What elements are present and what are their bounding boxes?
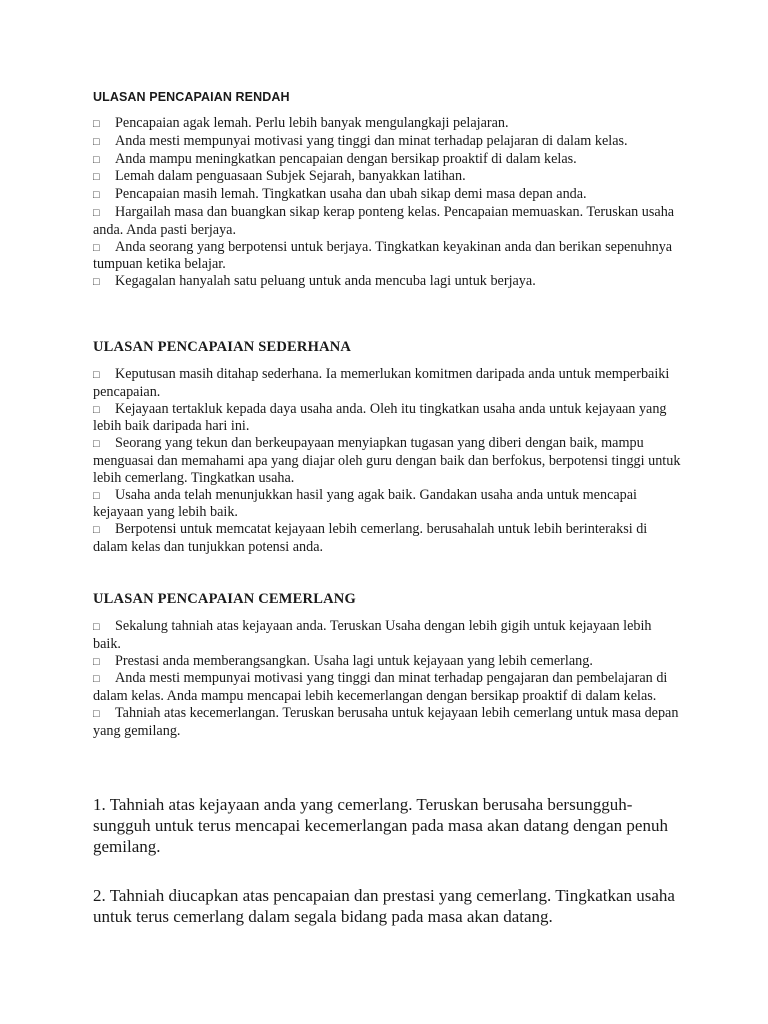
checkbox-bullet-icon: □ xyxy=(93,153,100,166)
list-item: □ Keputusan masih ditahap sederhana. Ia memerlukan komitmen daripada anda untuk memperbaiki pencapaian. xyxy=(93,366,670,400)
checkbox-bullet-icon: □ xyxy=(93,241,100,254)
list-item: □ Usaha anda telah menunjukkan hasil yang agak baik. Gandakan usaha anda untuk mencapai kejayaan yang lebih baik. xyxy=(93,486,637,521)
list-item: □ Anda mesti mempunyai motivasi yang tinggi dan minat terhadap pelajaran di dalam kelas. xyxy=(93,132,628,149)
checkbox-bullet-icon: □ xyxy=(93,118,100,130)
checkbox-bullet-icon: □ xyxy=(93,673,100,686)
list-rendah xyxy=(93,115,683,291)
list-item: □ Lemah dalam penguasaan Subjek Sejarah, banyakkan latihan. xyxy=(93,168,466,185)
checkbox-bullet-icon: □ xyxy=(93,276,100,289)
list-item: □ Anda mesti mempunyai motivasi yang tinggi dan minat terhadap pengajaran dan pembelajaran di dalam kelas. Anda mampu mencapai lebih kecemerlangan dengan bersikap proaktif di dalam kelas. xyxy=(93,670,668,705)
list-item: □ Anda seorang yang berpotensi untuk berjaya. Tingkatkan keyakinan anda dan berikan sepenuhnya tumpuan ketika belajar. xyxy=(93,238,673,273)
list-item: □ Sekalung tahniah atas kejayaan anda. Teruskan Usaha dengan lebih gigih untuk kejayaan lebih baik. xyxy=(93,618,652,652)
list-item: □ Tahniah atas kecemerlangan. Teruskan berusaha untuk kejayaan lebih cemerlang untuk masa depan yang gemilang. xyxy=(93,704,679,739)
section-pencapaian-sederhana xyxy=(93,339,683,556)
checkbox-bullet-icon: □ xyxy=(93,369,100,381)
list-item: □ Hargailah masa dan buangkan sikap kerap ponteng kelas. Pencapaian memuaskan. Teruskan usaha anda. Anda pasti berjaya. xyxy=(93,203,675,238)
checkbox-bullet-icon: □ xyxy=(93,524,100,537)
checkbox-bullet-icon: □ xyxy=(93,189,100,202)
checkbox-bullet-icon: □ xyxy=(93,621,100,633)
section-title-sederhana: ULASAN PENCAPAIAN SEDERHANA xyxy=(93,339,352,355)
checkbox-bullet-icon: □ xyxy=(93,489,100,502)
paragraph-block-2 xyxy=(93,885,683,927)
list-item: □ Seorang yang tekun dan berkeupayaan menyiapkan tugasan yang diberi dengan baik, mampu menguasai dan memahami apa yang diajar oleh guru dengan baik dan berfokus, berpotensi tinggi untuk lebih cemerlang. Tingkatkan usaha. xyxy=(93,435,681,486)
checkbox-bullet-icon: □ xyxy=(93,403,100,416)
numbered-paragraph-1: 1. Tahniah atas kejayaan anda yang cemerlang. Teruskan berusaha bersungguh-sungguh untuk terus mencapai kecemerlangan pada masa akan datang dengan penuh gemilang. xyxy=(93,795,668,856)
checkbox-bullet-icon: □ xyxy=(93,655,100,668)
checkbox-bullet-icon: □ xyxy=(93,707,100,720)
checkbox-bullet-icon: □ xyxy=(93,135,100,148)
section-pencapaian-rendah xyxy=(93,90,683,291)
list-sederhana xyxy=(93,366,683,556)
list-item: □ Pencapaian masih lemah. Tingkatkan usaha dan ubah sikap demi masa depan anda. xyxy=(93,186,587,203)
section-title-cemerlang: ULASAN PENCAPAIAN CEMERLANG xyxy=(93,591,356,607)
list-item: □ Pencapaian agak lemah. Perlu lebih banyak mengulangkaji pelajaran. xyxy=(93,115,509,131)
list-item: □ Berpotensi untuk memcatat kejayaan lebih cemerlang. berusahalah untuk lebih berinteraksi di dalam kelas dan tunjukkan potensi anda. xyxy=(93,521,648,555)
paragraph-block-1 xyxy=(93,794,683,857)
checkbox-bullet-icon: □ xyxy=(93,206,100,219)
section-pencapaian-cemerlang xyxy=(93,591,683,740)
list-cemerlang xyxy=(93,618,683,740)
list-item: □ Kegagalan hanyalah satu peluang untuk anda mencuba lagi untuk berjaya. xyxy=(93,273,536,290)
list-item: □ Anda mampu meningkatkan pencapaian dengan bersikap proaktif di dalam kelas. xyxy=(93,150,577,167)
checkbox-bullet-icon: □ xyxy=(93,438,100,451)
numbered-paragraph-2: 2. Tahniah diucapkan atas pencapaian dan prestasi yang cemerlang. Tingkatkan usaha untuk terus cemerlang dalam segala bidang pada masa akan datang. xyxy=(93,886,675,926)
list-item: □ Prestasi anda memberangsangkan. Usaha lagi untuk kejayaan yang lebih cemerlang. xyxy=(93,652,593,669)
checkbox-bullet-icon: □ xyxy=(93,171,100,184)
list-item: □ Kejayaan tertakluk kepada daya usaha anda. Oleh itu tingkatkan usaha anda untuk kejayaan yang lebih baik daripada hari ini. xyxy=(93,400,667,435)
section-title-rendah: ULASAN PENCAPAIAN RENDAH xyxy=(93,90,290,104)
